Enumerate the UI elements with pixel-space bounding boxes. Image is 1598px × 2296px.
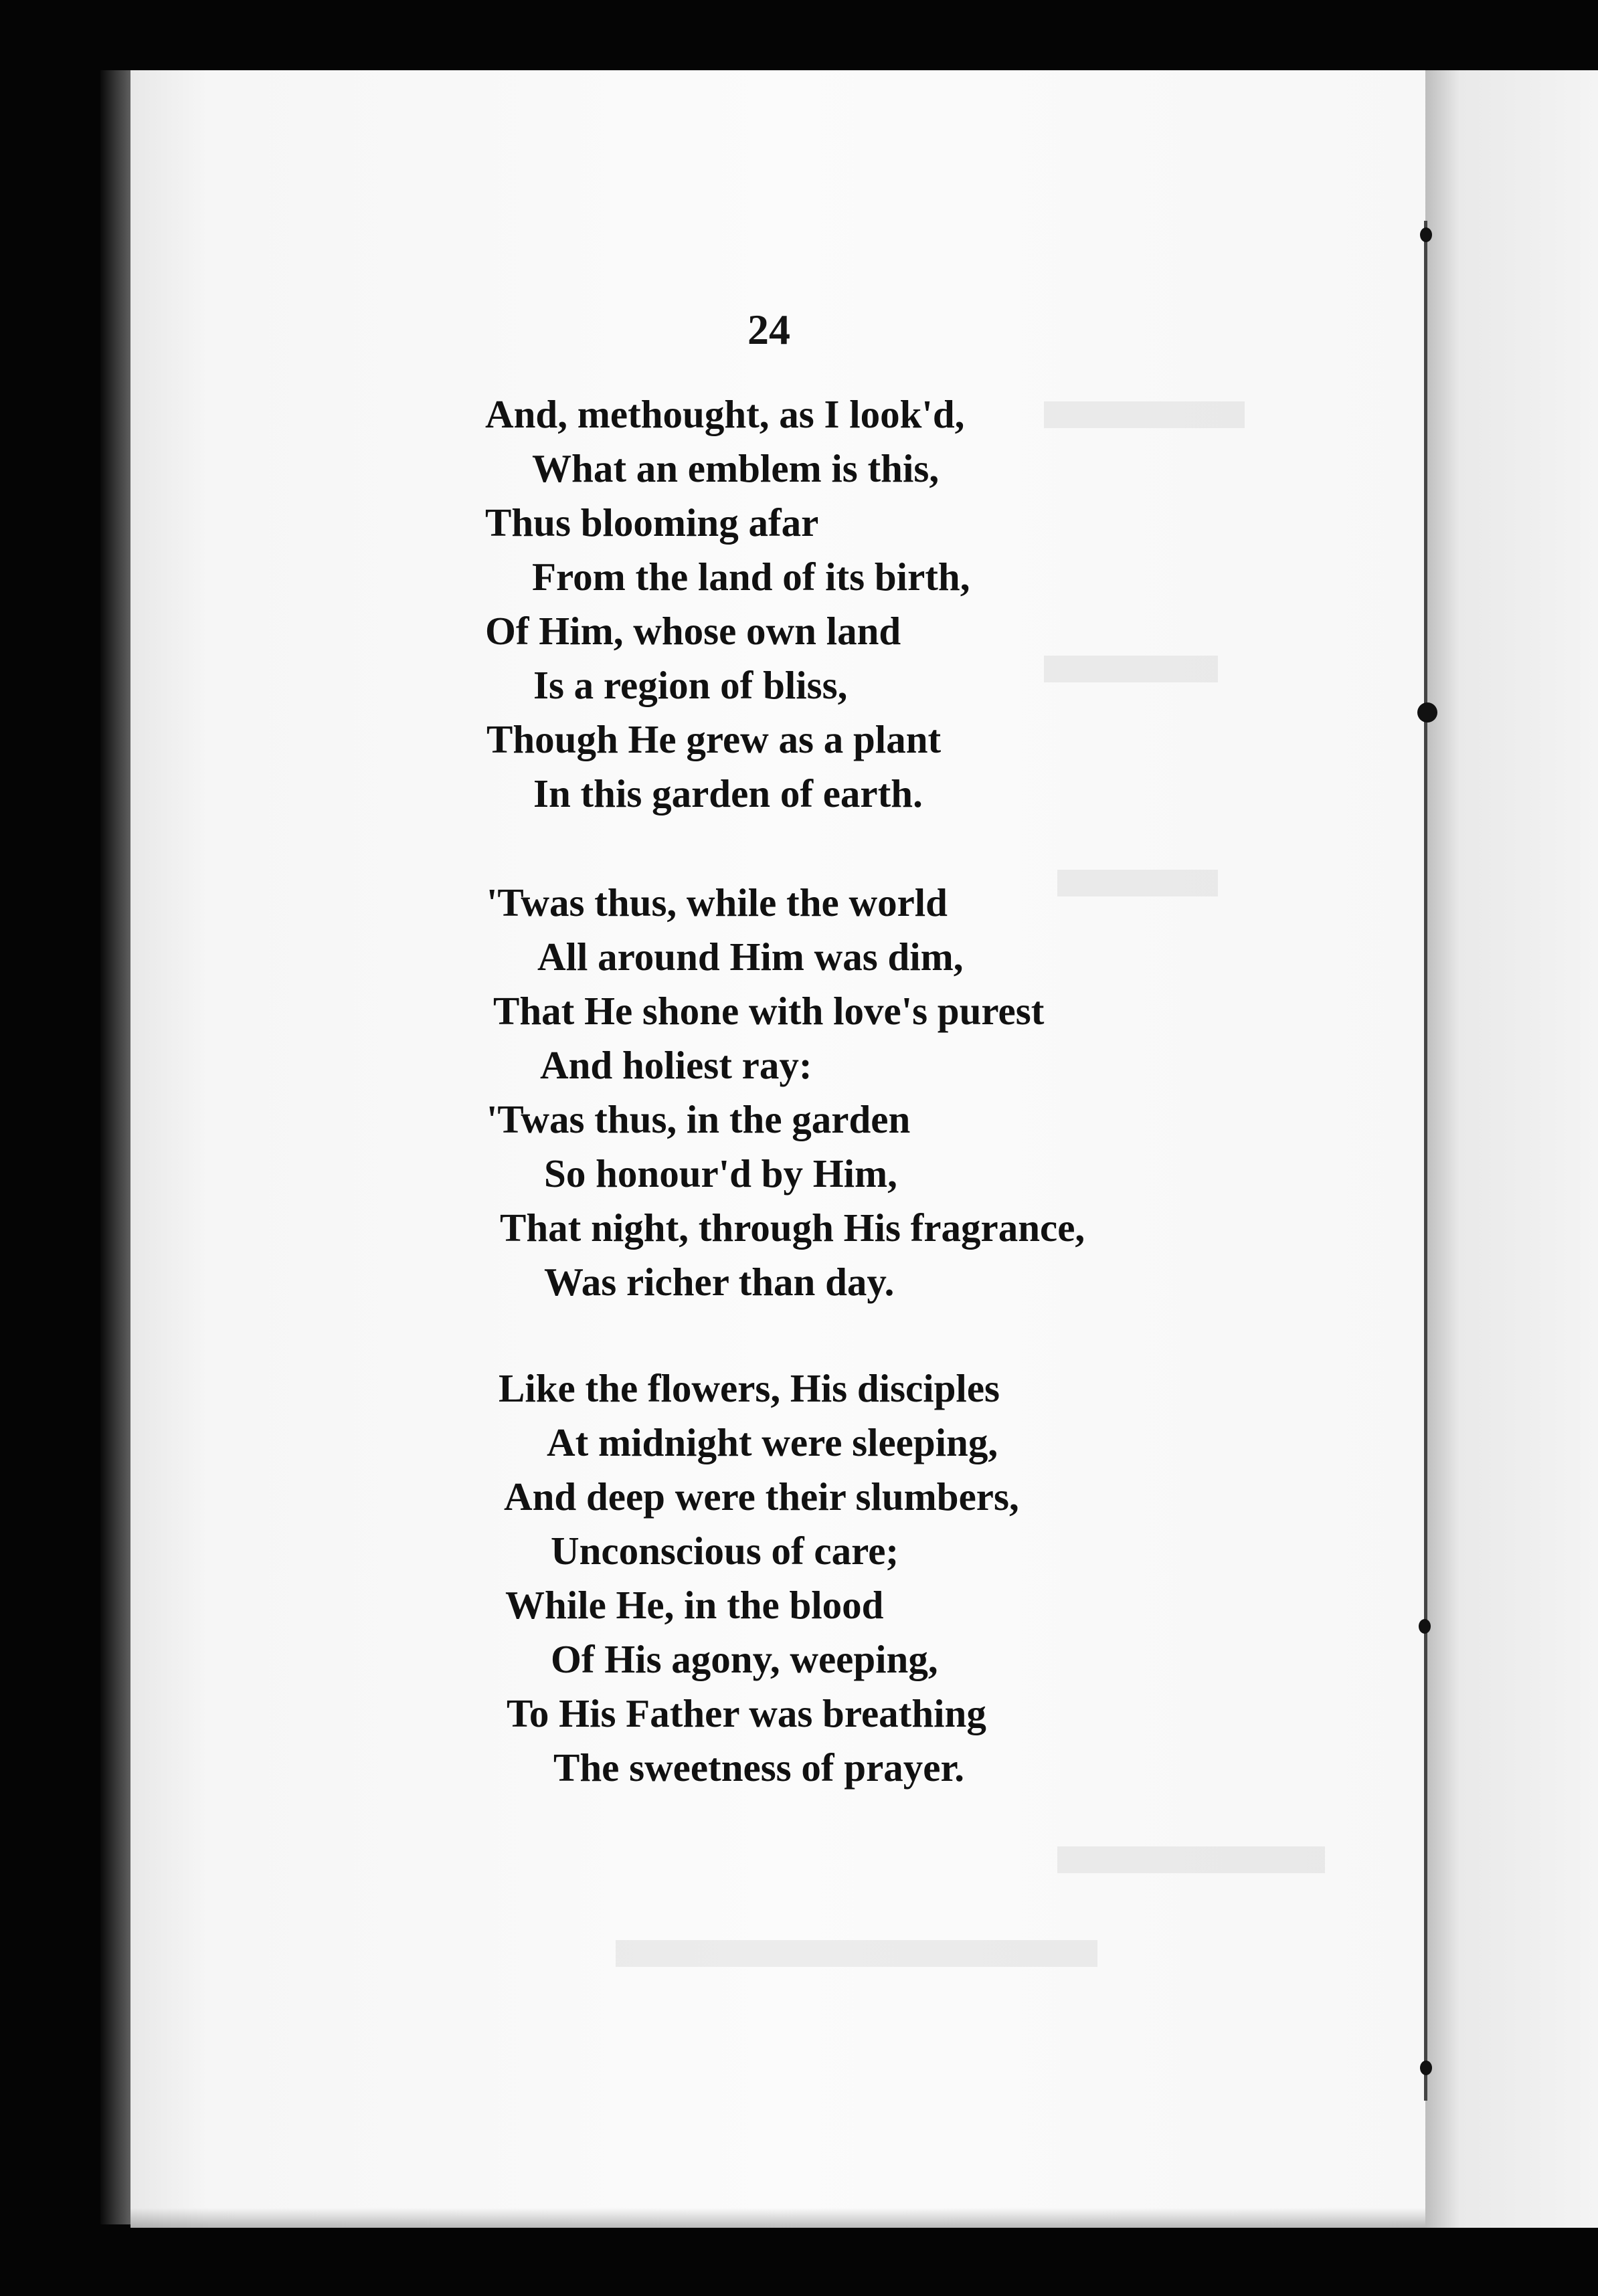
- poem-line: And, methought, as I look'd,: [485, 392, 965, 436]
- poem-line: What an emblem is this,: [532, 446, 940, 490]
- poem-line: Of His agony, weeping,: [551, 1637, 938, 1681]
- show-through: [1057, 1846, 1325, 1873]
- fold-line: [1424, 221, 1427, 2101]
- poem-line: Thus blooming afar: [485, 500, 819, 545]
- poem-line: Like the flowers, His disciples: [499, 1366, 1000, 1410]
- show-through: [1057, 870, 1218, 896]
- poem-line: While He, in the blood: [505, 1583, 884, 1627]
- fold-mark: [1420, 2061, 1432, 2075]
- poem-line: And deep were their slumbers,: [504, 1474, 1019, 1519]
- poem-line: Was richer than day.: [544, 1260, 895, 1304]
- page-number: [0, 305, 1598, 355]
- poem-line: From the land of its birth,: [532, 555, 970, 599]
- fold-mark: [1417, 702, 1437, 723]
- poem-line: Unconscious of care;: [551, 1529, 899, 1573]
- poem-line: At midnight were sleeping,: [547, 1420, 998, 1464]
- poem-line: And holiest ray:: [540, 1043, 812, 1087]
- poem-line: Of Him, whose own land: [485, 609, 901, 653]
- poem-line: To His Father was breathing: [507, 1691, 986, 1735]
- poem-line: All around Him was dim,: [537, 935, 964, 979]
- poem-line: Though He grew as a plant: [486, 717, 942, 761]
- poem-line: So honour'd by Him,: [544, 1151, 897, 1195]
- poem-line: That night, through His fragrance,: [500, 1206, 1085, 1250]
- show-through: [1044, 656, 1218, 682]
- poem-line: 'Twas thus, while the world: [486, 880, 948, 925]
- poem-line: In this garden of earth.: [533, 771, 923, 816]
- show-through: [1044, 401, 1245, 428]
- fold-mark: [1419, 1619, 1431, 1634]
- fold-mark: [1420, 227, 1432, 242]
- adjacent-leaf-edge: [1425, 70, 1598, 2228]
- poem-line: Is a region of bliss,: [533, 663, 848, 707]
- poem-line: That He shone with love's purest: [493, 989, 1045, 1033]
- page-bottom-shadow: [130, 2208, 1425, 2228]
- show-through: [616, 1940, 1097, 1967]
- page-number-text: 24: [747, 306, 790, 353]
- poem-line: 'Twas thus, in the garden: [486, 1097, 911, 1141]
- poem-line: The sweetness of prayer.: [553, 1745, 964, 1790]
